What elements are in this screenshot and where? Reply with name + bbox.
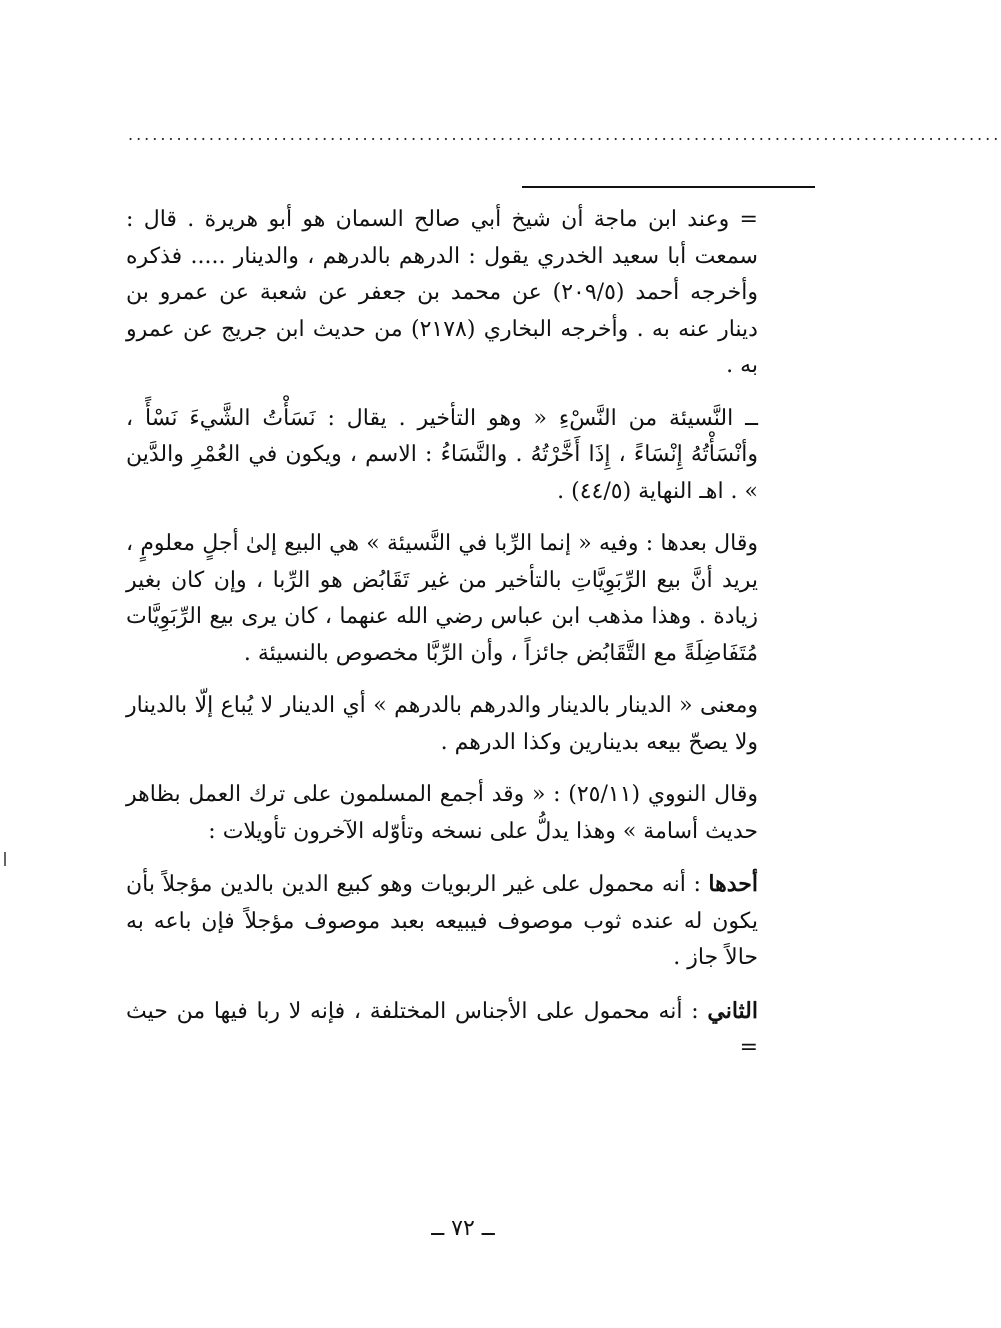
paragraph-riba-explanation [126, 526, 758, 672]
footnote-rule [522, 186, 815, 188]
page-number: ــ ٧٢ ــ [431, 1216, 495, 1241]
paragraph-text: : أنه محمول على الأجناس المختلفة ، فإنه لا ربا فيها من حيث = [126, 998, 758, 1060]
paragraph-first-interpretation [126, 866, 758, 977]
paragraph-text: وقال النووي (٢٥/١١) : « وقد أجمع المسلمون على ترك العمل بظاهر حديث أسامة » وهذا يدلُّ على نسخه وتأوّله الآخرون تأويلات : [126, 782, 759, 844]
scan-edge-mark [4, 852, 6, 866]
paragraph-nasiah-definition [126, 401, 758, 511]
paragraph-second-interpretation [126, 993, 758, 1067]
paragraph-text: وقال بعدها : وفيه « إنما الرِّبا في النَّسيئة » هي البيع إلىٰ أجلٍ معلومٍ ، يريد أنَّ بيع الرِّبَوِيَّاتِ بالتأخير من غير تَقَابُض هو الرِّبا ، وإن كان بغير زيادة . وهذا مذهب ابن عباس رضي الله عنهما ، كان يرى بيع الرِّبَوِيَّات مُتَفَاضِلَةً مع التَّقَابُض جائزاً ، وأن الرِّبَّا مخصوص بالنسيئة . [126, 531, 758, 666]
paragraph-heading: أحدها [708, 871, 758, 897]
paragraph-ibn-majah [126, 202, 758, 385]
paragraph-text: : أنه محمول على غير الربويات وهو كبيع الدين بالدين مؤجلاً بأن يكون له عنده ثوب موصوف فيبيعه بعبد موصوف مؤجلاً فإن باعه به حالاً جاز . [126, 872, 758, 970]
page-body [126, 202, 758, 1083]
paragraph-text: ــ النَّسيئة من النَّسْءِ « وهو التأخير . يقال : نَسَأْتُ الشَّيءَ نَسْأً ، وأنْسَأْتُهُ إِنْسَاءً ، إِذَا أَخَّرْتُهُ . والنَّسَاءُ : الاسم ، ويكون في العُمْرِ والدَّين » . اهـ النهاية (٤٤/٥) . [126, 405, 758, 504]
paragraph-heading: الثاني [707, 997, 758, 1024]
dotted-separator: ............................................................................................................ [128, 125, 1001, 144]
paragraph-dinar-meaning [126, 688, 758, 761]
paragraph-text: ومعنى « الدينار بالدينار والدرهم بالدرهم » أي الدينار لا يُباع إلّا بالدينار ولا يصحّ بيعه بدينارين وكذا الدرهم . [126, 693, 758, 755]
paragraph-text: = وعند ابن ماجة أن شيخ أبي صالح السمان هو أبو هريرة . قال : سمعت أبا سعيد الخدري يقول : الدرهم بالدرهم ، والدينار ..... فذكره وأخرجه أحمد (٢٠٩/٥) عن محمد بن جعفر عن شعبة عن عمرو بن دينار عنه به . وأخرجه البخاري (٢١٧٨) من حديث ابن جريج عن عمرو به . [126, 207, 758, 378]
paragraph-nawawi [126, 777, 758, 850]
